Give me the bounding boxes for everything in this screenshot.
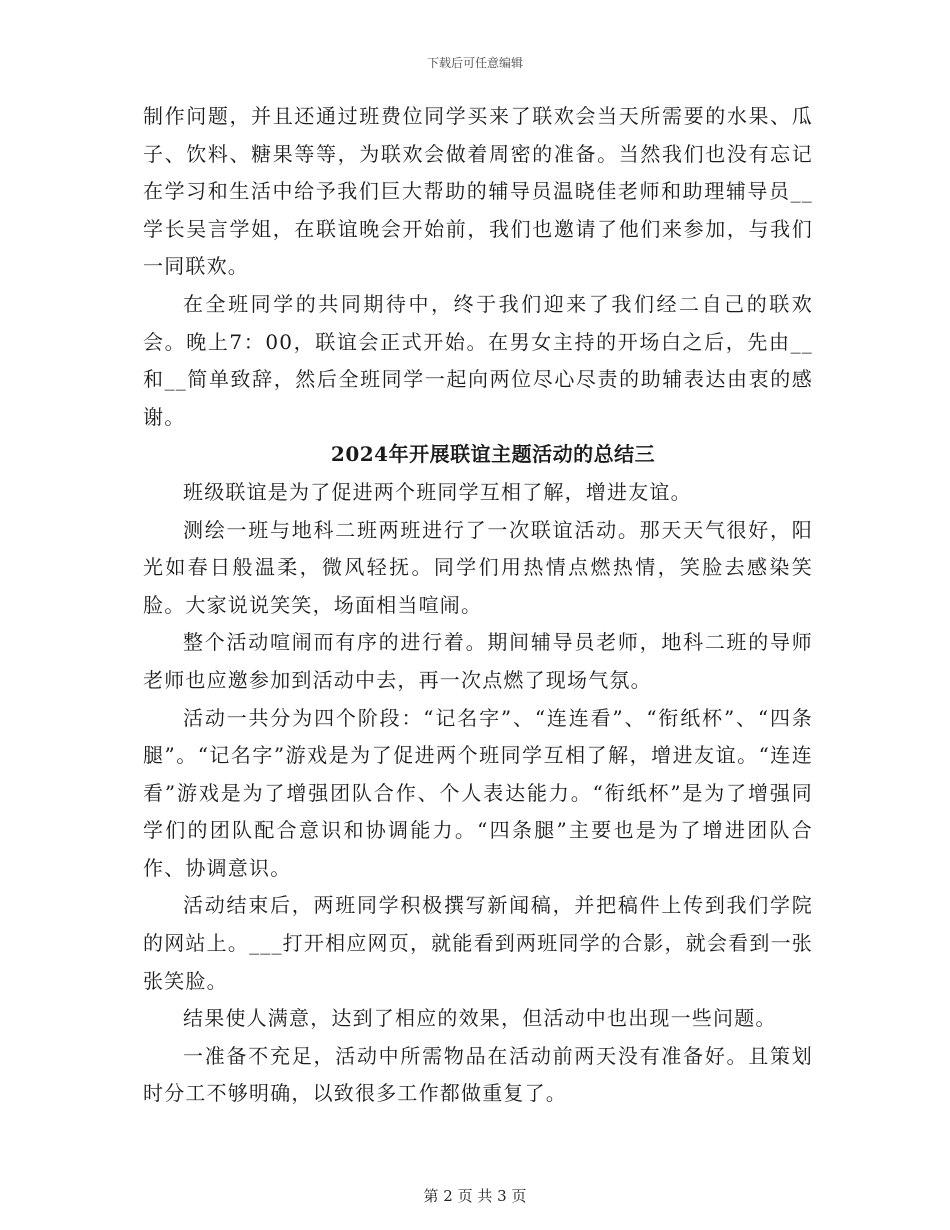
document-body (143, 98, 813, 1113)
paragraph-purpose: 班级联谊是为了促进两个班同学互相了解，增进友谊。 (183, 479, 692, 504)
paragraph-atmosphere: 整个活动喧闹而有序的进行着。期间辅导员老师，地科二班的导师老师也应邀参加到活动中去，再一次点燃了现场气氛。 (143, 630, 813, 692)
paragraph-party-start: 在全班同学的共同期待中，终于我们迎来了我们经二自己的联欢会。晚上7：00，联谊会正式开始。在男女主持的开场白之后，先由__和__简单致辞，然后全班同学一起向两位尽心尽责的助辅表达由衷的感谢。 (143, 291, 813, 429)
paragraph-problem: 一准备不充足，活动中所需物品在活动前两天没有准备好。且策划时分工不够明确，以致很多工作都做重复了。 (143, 1043, 813, 1106)
paragraph-after-event: 活动结束后，两班同学积极撰写新闻稿，并把稿件上传到我们学院的网站上。___打开相应网页，就能看到两班同学的合影，就会看到一张张笑脸。 (143, 893, 813, 993)
paragraph-event: 测绘一班与地科二班两班进行了一次联谊活动。那天天气很好，阳光如春日般温柔，微风轻抚。同学们用热情点燃热情，笑脸去感染笑脸。大家说说笑笑，场面相当喧闹。 (143, 517, 813, 617)
paragraph-result: 结果使人满意，达到了相应的效果，但活动中也出现一些问题。 (183, 1006, 777, 1031)
section-title: 2024年开展联谊主题活动的总结三 (330, 442, 656, 467)
page-header-note: 下载后可任意编辑 (426, 56, 523, 70)
page-number: 第 2 页 共 3 页 (423, 1187, 527, 1205)
paragraph-continuation: 制作问题，并且还通过班费位同学买来了联欢会当天所需要的水果、瓜子、饮料、糖果等等，为联欢会做着周密的准备。当然我们也没有忘记在学习和生活中给予我们巨大帮助的辅导员温晓佳老师和助理辅导员__学长吴言学姐，在联谊晚会开始前，我们也邀请了他们来参加，与我们一同联欢。 (143, 104, 813, 279)
paragraph-stages: 活动一共分为四个阶段：“记名字”、“连连看”、“衔纸杯”、“四条腿”。“记名字”游戏是为了促进两个班同学互相了解，增进友谊。“连连看”游戏是为了增强团队合作、个人表达能力。“衔纸杯”是为了增强同学们的团队配合意识和协调能力。“四条腿”主要也是为了增进团队合作、协调意识。 (143, 705, 813, 880)
